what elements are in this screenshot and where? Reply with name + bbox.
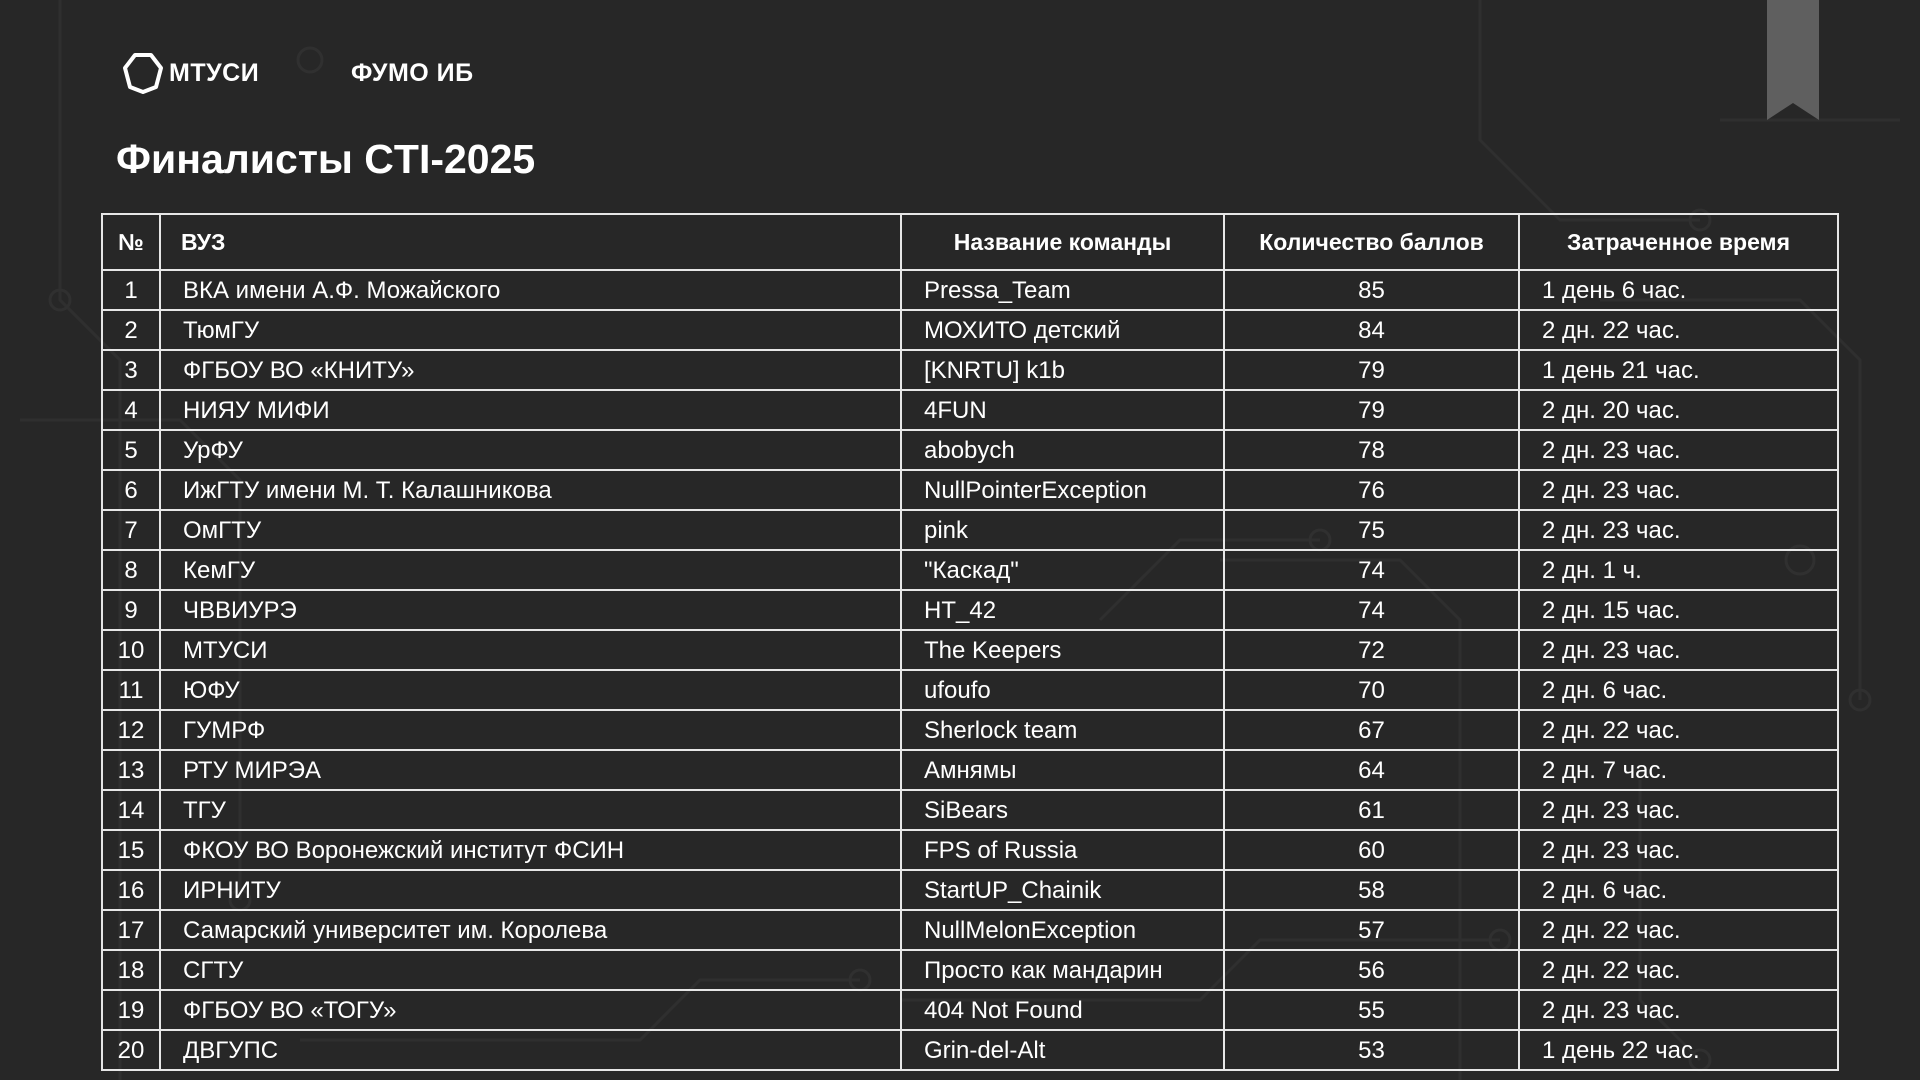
table-row — [102, 870, 1838, 910]
cell-score: 55 — [1224, 990, 1519, 1030]
cell-university: ТГУ — [160, 790, 901, 830]
cell-team: pink — [901, 510, 1224, 550]
column-header-number: № — [102, 214, 160, 270]
cell-team: The Keepers — [901, 630, 1224, 670]
cell-university: РТУ МИРЭА — [160, 750, 901, 790]
cell-number: 4 — [102, 390, 160, 430]
cell-score: 74 — [1224, 590, 1519, 630]
cell-time: 2 дн. 23 час. — [1519, 430, 1838, 470]
cell-time: 2 дн. 6 час. — [1519, 870, 1838, 910]
cell-score: 79 — [1224, 390, 1519, 430]
cell-time: 2 дн. 23 час. — [1519, 990, 1838, 1030]
cell-time: 2 дн. 6 час. — [1519, 670, 1838, 710]
cell-score: 53 — [1224, 1030, 1519, 1070]
cell-score: 60 — [1224, 830, 1519, 870]
cell-time: 2 дн. 22 час. — [1519, 710, 1838, 750]
fumo-ib-logo-text: ФУМО ИБ — [351, 59, 474, 87]
cell-university: Самарский университет им. Королева — [160, 910, 901, 950]
cell-number: 1 — [102, 270, 160, 310]
cell-number: 14 — [102, 790, 160, 830]
cell-score: 57 — [1224, 910, 1519, 950]
bookmark-ribbon-icon — [1767, 0, 1819, 120]
cell-score: 79 — [1224, 350, 1519, 390]
cell-time: 2 дн. 22 час. — [1519, 910, 1838, 950]
cell-number: 13 — [102, 750, 160, 790]
cell-score: 85 — [1224, 270, 1519, 310]
cell-number: 2 — [102, 310, 160, 350]
table-row — [102, 830, 1838, 870]
cell-score: 78 — [1224, 430, 1519, 470]
cell-time: 2 дн. 7 час. — [1519, 750, 1838, 790]
cell-university: ТюмГУ — [160, 310, 901, 350]
cell-team: 404 Not Found — [901, 990, 1224, 1030]
cell-team: 4FUN — [901, 390, 1224, 430]
table-row — [102, 670, 1838, 710]
cell-university: МТУСИ — [160, 630, 901, 670]
cell-university: ИжГТУ имени М. Т. Калашникова — [160, 470, 901, 510]
cell-time: 1 день 6 час. — [1519, 270, 1838, 310]
cell-team: Grin-del-Alt — [901, 1030, 1224, 1070]
cell-number: 9 — [102, 590, 160, 630]
mtuci-logo-text: МТУСИ — [169, 58, 260, 87]
cell-time: 1 день 22 час. — [1519, 1030, 1838, 1070]
table-row — [102, 590, 1838, 630]
cell-number: 15 — [102, 830, 160, 870]
cell-number: 11 — [102, 670, 160, 710]
cell-score: 72 — [1224, 630, 1519, 670]
cell-number: 16 — [102, 870, 160, 910]
cell-university: ДВГУПС — [160, 1030, 901, 1070]
cell-score: 56 — [1224, 950, 1519, 990]
column-header-team: Название команды — [901, 214, 1224, 270]
cell-university: ОмГТУ — [160, 510, 901, 550]
table-row — [102, 790, 1838, 830]
cell-team: Просто как мандарин — [901, 950, 1224, 990]
cell-time: 2 дн. 23 час. — [1519, 470, 1838, 510]
cell-number: 18 — [102, 950, 160, 990]
cell-team: [KNRTU] k1b — [901, 350, 1224, 390]
cell-time: 2 дн. 20 час. — [1519, 390, 1838, 430]
cell-team: NullPointerException — [901, 470, 1224, 510]
cell-time: 1 день 21 час. — [1519, 350, 1838, 390]
table-header-row — [102, 214, 1838, 270]
table-row — [102, 550, 1838, 590]
cell-university: ФГБОУ ВО «КНИТУ» — [160, 350, 901, 390]
cell-score: 67 — [1224, 710, 1519, 750]
cell-university: УрФУ — [160, 430, 901, 470]
cell-team: "Каскад" — [901, 550, 1224, 590]
cell-number: 19 — [102, 990, 160, 1030]
cell-team: HT_42 — [901, 590, 1224, 630]
cell-time: 2 дн. 1 ч. — [1519, 550, 1838, 590]
cell-number: 7 — [102, 510, 160, 550]
cell-team: SiBears — [901, 790, 1224, 830]
cell-team: МОХИТО детский — [901, 310, 1224, 350]
table-body — [102, 270, 1838, 1070]
cell-time: 2 дн. 23 час. — [1519, 790, 1838, 830]
cell-time: 2 дн. 22 час. — [1519, 310, 1838, 350]
cell-team: ufoufo — [901, 670, 1224, 710]
cell-time: 2 дн. 15 час. — [1519, 590, 1838, 630]
cell-score: 61 — [1224, 790, 1519, 830]
cell-score: 75 — [1224, 510, 1519, 550]
cell-number: 20 — [102, 1030, 160, 1070]
cell-score: 70 — [1224, 670, 1519, 710]
cell-team: Sherlock team — [901, 710, 1224, 750]
cell-university: ФГБОУ ВО «ТОГУ» — [160, 990, 901, 1030]
table-row — [102, 310, 1838, 350]
table-row — [102, 750, 1838, 790]
table-row — [102, 630, 1838, 670]
column-header-university: ВУЗ — [160, 214, 901, 270]
table-row — [102, 390, 1838, 430]
cell-university: ГУМРФ — [160, 710, 901, 750]
cell-team: StartUP_Chainik — [901, 870, 1224, 910]
cell-number: 6 — [102, 470, 160, 510]
finalists-table — [101, 213, 1839, 1071]
cell-score: 76 — [1224, 470, 1519, 510]
table-row — [102, 990, 1838, 1030]
cell-time: 2 дн. 23 час. — [1519, 630, 1838, 670]
cell-time: 2 дн. 22 час. — [1519, 950, 1838, 990]
cell-university: ФКОУ ВО Воронежский институт ФСИН — [160, 830, 901, 870]
cell-team: abobych — [901, 430, 1224, 470]
column-header-time: Затраченное время — [1519, 214, 1838, 270]
cell-university: КемГУ — [160, 550, 901, 590]
cell-score: 58 — [1224, 870, 1519, 910]
cell-number: 3 — [102, 350, 160, 390]
table-row — [102, 270, 1838, 310]
table-row — [102, 950, 1838, 990]
cell-university: ЮФУ — [160, 670, 901, 710]
column-header-score: Количество баллов — [1224, 214, 1519, 270]
cell-team: FPS of Russia — [901, 830, 1224, 870]
table-row — [102, 430, 1838, 470]
cell-university: НИЯУ МИФИ — [160, 390, 901, 430]
cell-number: 10 — [102, 630, 160, 670]
page-title: Финалисты CTI-2025 — [116, 136, 536, 182]
cell-number: 8 — [102, 550, 160, 590]
table-row — [102, 350, 1838, 390]
mtuci-logo — [122, 52, 259, 94]
cell-university: ИРНИТУ — [160, 870, 901, 910]
cell-team: Амнямы — [901, 750, 1224, 790]
cell-team: NullMelonException — [901, 910, 1224, 950]
table-row — [102, 1030, 1838, 1070]
cell-score: 84 — [1224, 310, 1519, 350]
cell-score: 74 — [1224, 550, 1519, 590]
table-row — [102, 470, 1838, 510]
cell-number: 12 — [102, 710, 160, 750]
cell-number: 5 — [102, 430, 160, 470]
cell-time: 2 дн. 23 час. — [1519, 830, 1838, 870]
cell-university: ЧВВИУРЭ — [160, 590, 901, 630]
hexagon-logo-icon — [122, 52, 164, 94]
table-row — [102, 910, 1838, 950]
cell-team: Pressa_Team — [901, 270, 1224, 310]
cell-university: ВКА имени А.Ф. Можайского — [160, 270, 901, 310]
table-row — [102, 710, 1838, 750]
cell-score: 64 — [1224, 750, 1519, 790]
table-row — [102, 510, 1838, 550]
cell-number: 17 — [102, 910, 160, 950]
cell-university: СГТУ — [160, 950, 901, 990]
cell-time: 2 дн. 23 час. — [1519, 510, 1838, 550]
